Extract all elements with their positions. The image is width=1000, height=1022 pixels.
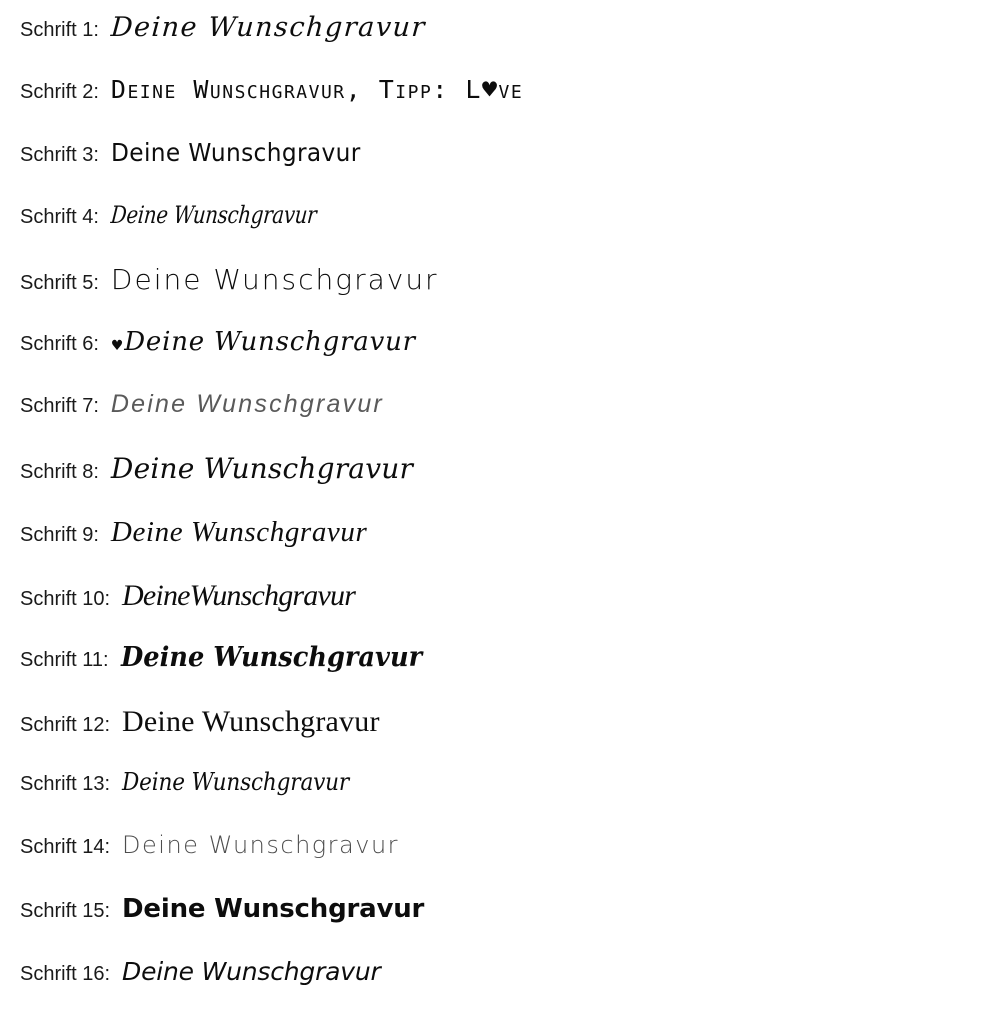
- font-row: [0, 833, 1000, 896]
- font-row-label: Schrift 6:: [20, 333, 99, 355]
- font-row-sample: Deine Wunschgravur: [122, 957, 381, 986]
- font-row: [0, 452, 1000, 518]
- font-row-label: Schrift 14:: [20, 836, 111, 858]
- font-row-sample: DeineWunschgravur: [122, 579, 356, 612]
- font-row-sample: Deine Wunschgravur: [122, 705, 380, 738]
- font-row: [0, 14, 1000, 77]
- font-row-label: Schrift 12:: [20, 714, 111, 736]
- font-row-label: Schrift 3:: [20, 144, 99, 166]
- font-row-label: Schrift 16:: [20, 963, 111, 985]
- font-row: [0, 896, 1000, 959]
- font-row-label: Schrift 7:: [20, 395, 99, 417]
- font-row-sample: Deine Wunschgravur: [109, 12, 427, 43]
- font-row-label: Schrift 9:: [20, 524, 99, 546]
- font-row: [0, 581, 1000, 644]
- heart-icon: ♥: [110, 338, 125, 354]
- font-row-sample: Deine Wunschgravur: [109, 201, 318, 229]
- font-row-label: Schrift 10:: [20, 588, 111, 610]
- font-row: [0, 263, 1000, 329]
- font-row-sample: Deine Wunschgravur: [110, 138, 361, 167]
- font-row: [0, 329, 1000, 392]
- font-row: [0, 644, 1000, 707]
- font-row: [0, 140, 1000, 203]
- font-row-sample-text: Deine Wunschgravur: [124, 327, 416, 357]
- font-row-sample: Deine Wunschgravur: [110, 390, 384, 418]
- font-row: [0, 518, 1000, 581]
- font-row-sample: Deine Wunschgravur: [110, 263, 439, 296]
- font-row-sample: Deine Wunschgravur: [122, 768, 350, 796]
- font-row-sample: Deine Wunschgravur: [122, 831, 400, 859]
- font-row: [0, 77, 1000, 140]
- font-row-label: Schrift 1:: [20, 19, 99, 41]
- font-row-label: Schrift 2:: [20, 81, 99, 103]
- font-row-label: Schrift 11:: [20, 649, 109, 671]
- font-row: [0, 707, 1000, 770]
- font-row-label: Schrift 13:: [20, 773, 111, 795]
- font-row-label: Schrift 8:: [20, 461, 99, 483]
- font-row-sample: [111, 329, 416, 355]
- font-row-label: Schrift 4:: [20, 206, 99, 228]
- font-row: [0, 203, 1000, 266]
- font-row-sample: Deine Wunschgravur: [110, 452, 414, 485]
- font-row-sample: Deine Wunschgravur: [120, 642, 422, 673]
- font-row-sample: Deine Wunschgravur: [122, 894, 425, 924]
- font-row-sample: Deine Wunschgravur, Tipp: L♥ve: [110, 75, 524, 104]
- font-row-label: Schrift 15:: [20, 900, 111, 922]
- font-row-label: Schrift 5:: [20, 272, 99, 294]
- font-row: [0, 392, 1000, 455]
- font-row: [0, 770, 1000, 833]
- font-row-sample: Deine Wunschgravur: [110, 516, 368, 548]
- font-row: [0, 959, 1000, 1022]
